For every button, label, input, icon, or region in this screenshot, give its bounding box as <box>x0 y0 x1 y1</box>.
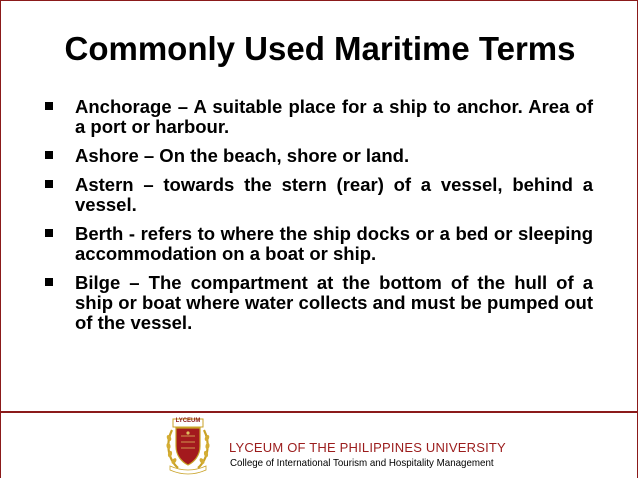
list-item <box>45 146 593 166</box>
list-item <box>45 224 593 264</box>
square-bullet-icon <box>45 229 53 237</box>
square-bullet-icon <box>45 180 53 188</box>
lyceum-seal-icon <box>164 416 212 476</box>
square-bullet-icon <box>45 151 53 159</box>
bullet-text: Anchorage – A suitable place for a ship to anchor. Area of a port or harbour. <box>75 96 593 137</box>
college-name: College of International Tourism and Hospitality Management <box>230 457 494 469</box>
list-item <box>45 175 593 215</box>
bullet-text: Ashore – On the beach, shore or land. <box>75 145 410 166</box>
square-bullet-icon <box>45 278 53 286</box>
bullet-text: Berth - refers to where the ship docks or a bed or sleeping accommodation on a boat or ship. <box>75 223 593 264</box>
university-name: LYCEUM OF THE PHILIPPINES UNIVERSITY <box>229 440 506 455</box>
bullet-text: Astern – towards the stern (rear) of a vessel, behind a vessel. <box>75 174 593 215</box>
list-item <box>45 97 593 137</box>
bullet-list <box>45 97 593 342</box>
slide-title: Commonly Used Maritime Terms <box>64 30 576 67</box>
bullet-text: Bilge – The compartment at the bottom of the hull of a ship or boat where water collects and must be pumped out of the vessel. <box>75 272 593 333</box>
footer <box>1 413 637 479</box>
list-item <box>45 273 593 333</box>
seal-label: LYCEUM <box>175 418 201 424</box>
square-bullet-icon <box>45 102 53 110</box>
